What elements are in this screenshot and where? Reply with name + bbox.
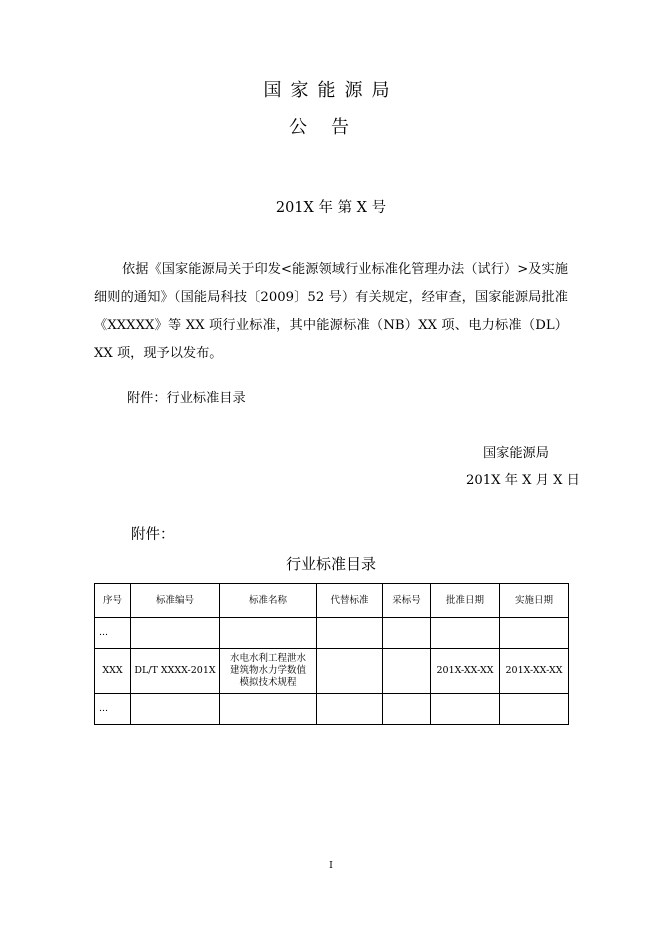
table-cell: ... bbox=[95, 618, 131, 649]
table-cell: DL/T XXXX-201X bbox=[131, 649, 220, 694]
table-cell: ... bbox=[95, 694, 131, 725]
table-cell bbox=[131, 694, 220, 725]
table-cell bbox=[317, 694, 383, 725]
page-number: I bbox=[329, 860, 333, 871]
column-header: 序号 bbox=[95, 584, 131, 618]
column-header: 标准编号 bbox=[131, 584, 220, 618]
table-cell bbox=[131, 618, 220, 649]
table-cell bbox=[431, 694, 500, 725]
table-cell: XXX bbox=[95, 649, 131, 694]
org-title: 国家能源局 bbox=[263, 80, 399, 101]
table-row bbox=[95, 649, 569, 694]
column-header: 批准日期 bbox=[431, 584, 500, 618]
attachment-line: 附件：行业标准目录 bbox=[127, 391, 246, 406]
doc-title: 公告 bbox=[289, 117, 373, 138]
table-cell: 201X-XX-XX bbox=[500, 649, 569, 694]
table-cell bbox=[383, 649, 431, 694]
table-cell bbox=[317, 618, 383, 649]
column-header: 标准名称 bbox=[220, 584, 317, 618]
table-cell bbox=[431, 618, 500, 649]
table-title: 行业标准目录 bbox=[285, 555, 376, 573]
signature-date: 201X 年 X 月 X 日 bbox=[466, 473, 580, 488]
standards-table bbox=[94, 583, 569, 725]
table-cell bbox=[383, 694, 431, 725]
table-cell: 201X-XX-XX bbox=[431, 649, 500, 694]
table-cell bbox=[220, 694, 317, 725]
table-cell bbox=[500, 694, 569, 725]
table-row bbox=[95, 618, 569, 649]
table-header-row bbox=[95, 584, 569, 618]
appendix-label: 附件： bbox=[131, 527, 175, 543]
table-row bbox=[95, 694, 569, 725]
table-cell bbox=[317, 649, 383, 694]
column-header: 实施日期 bbox=[500, 584, 569, 618]
table-cell bbox=[383, 618, 431, 649]
column-header: 代替标准 bbox=[317, 584, 383, 618]
column-header: 采标号 bbox=[383, 584, 431, 618]
signature-org: 国家能源局 bbox=[483, 446, 549, 461]
table-cell bbox=[500, 618, 569, 649]
doc-number: 201X 年 第 X 号 bbox=[275, 200, 387, 216]
table-cell bbox=[220, 618, 317, 649]
table-cell: 水电水利工程泄水建筑物水力学数值模拟技术规程 bbox=[220, 649, 317, 694]
announcement-body: 依据《国家能源局关于印发<能源领域行业标准化管理办法（试行）>及实施细则的通知》（国能局科技〔2009〕52 号）有关规定，经审查，国家能源局批准《XXXXX》等 XX 项行业标准，其中能源标准（NB）XX 项、电力标准（DL）XX 项，现予以发布。 bbox=[94, 262, 568, 361]
